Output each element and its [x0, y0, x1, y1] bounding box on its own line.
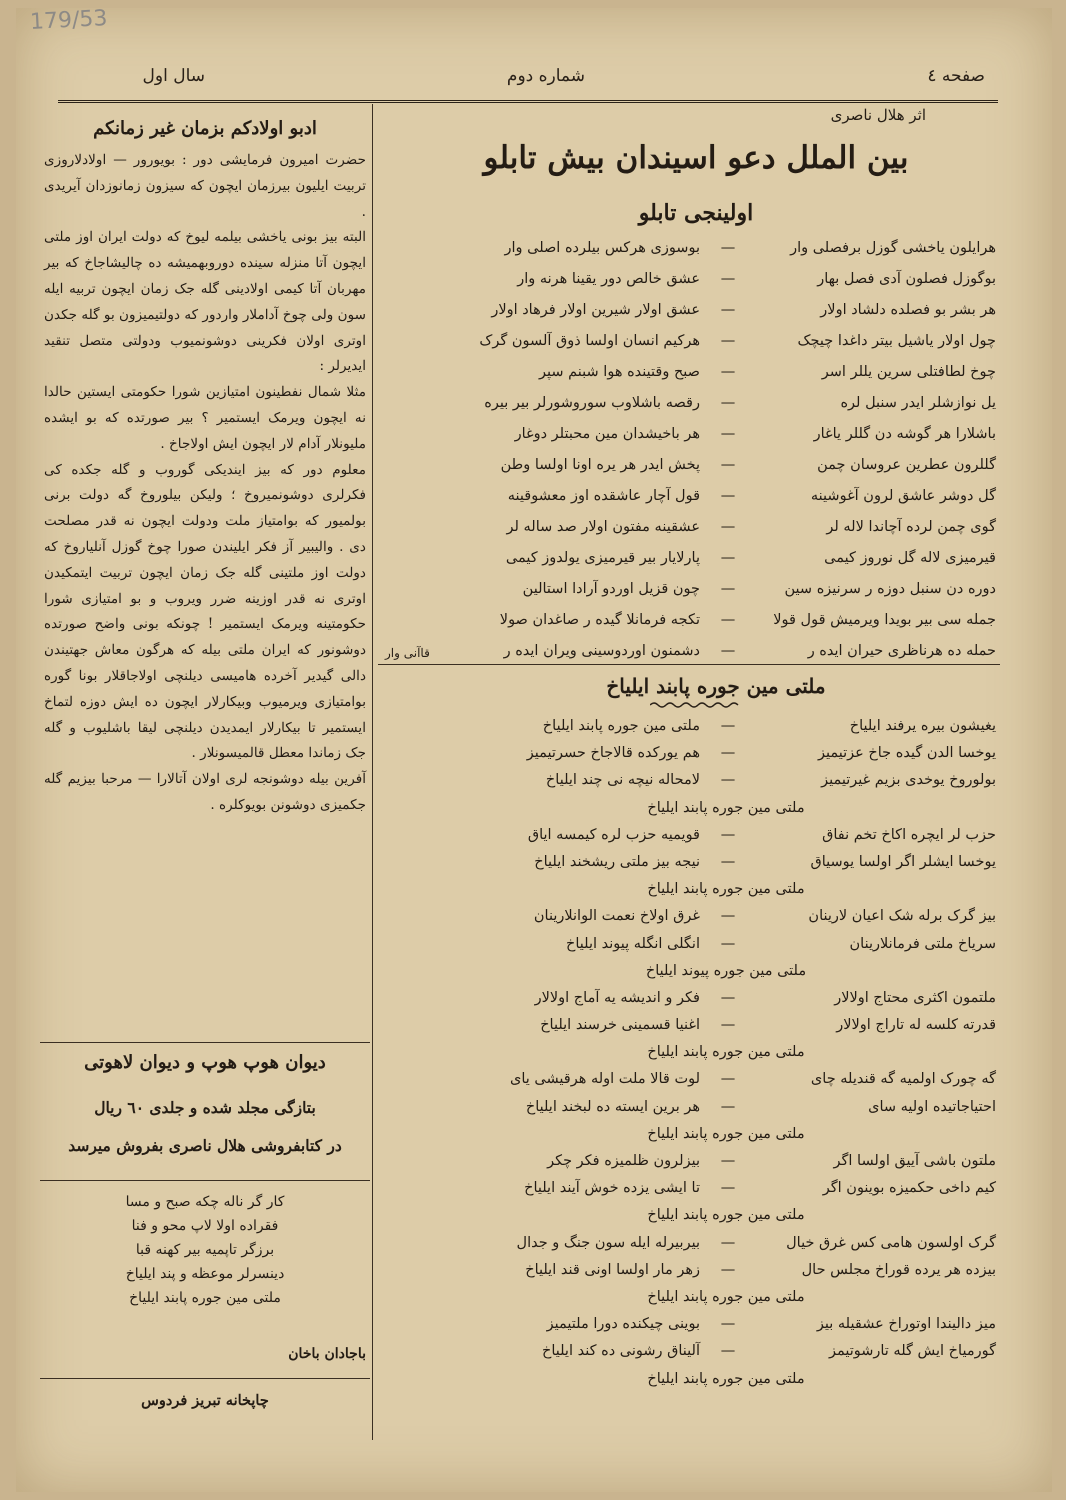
section-rule — [40, 1378, 370, 1379]
printer-credit: چاپخانه تبریز فردوس — [141, 1392, 269, 1409]
poem-line: ملتی مین جوره پابند ایلیاخ — [129, 1290, 281, 1306]
section-rule — [40, 1180, 370, 1181]
verse: احتیاجاتیده اولیه سای — هر برین ایسته ده لبخند ایلیاخ — [525, 1098, 996, 1115]
verse: گوی چمن لرده آچاندا لاله لر — عشقینه مفتون اولار صد ساله لر — [506, 519, 996, 535]
verse: یوخسا ایشلر اگر اولسا یوسیاق — نیجه بیز ملتی ریشخند ایلیاخ — [534, 853, 996, 870]
refrain: ملتی مین جوره پابند ایلیاخ — [647, 1125, 805, 1142]
poem-line: برزگر تاپمیه بیر کهنه قبا — [135, 1242, 275, 1258]
short-poem — [44, 1190, 366, 1310]
pencil-archive-note: 179/53 — [29, 5, 109, 36]
verse: حزب لر ایچره اکاخ تخم نفاق — قویمیه حزب لره کیمسه ایاق — [527, 826, 996, 843]
verse: قیرمیزی لاله گل نوروز کیمی — پارلایار بیر قیرمیزی یولدوز کیمی — [505, 550, 996, 566]
verse: باشلارا هر گوشه دن گللر یاغار — هر باخیشدان مین محبتلر دوغار — [514, 426, 996, 442]
verse: ملتمون اکثری محتاج اولالار — فکر و اندیشه یه آماج اولالار — [534, 989, 996, 1006]
verse: گرک اولسون هامی کس غرق خیال — بیربیرله ایله سون جنگ و جدال — [516, 1234, 996, 1251]
refrain: ملتی مین جوره پابند ایلیاخ — [647, 881, 805, 898]
verse: هرایلون یاخشی گوزل برفصلی وار — بوسوزی هرکس بیلرده اصلی وار — [504, 240, 996, 256]
verse: گل دوشر عاشق لرون آغوشینه — قول آچار عاشقده اوز معشوقینه — [507, 488, 996, 504]
refrain: ملتی مین جوره پابند ایلیاخ — [647, 1370, 805, 1387]
paragraph: معلوم دور که بیز ایندیکی گوروب و گله جکده کی فکرلری دوشونمیروخ ؛ ولیکن بیلوروخ گه دولت برنی بولمیور که بوامتیاز ملت ودولت ایچون نه قدر مصلحت دی . والیبیر آز فکر ایلیندن صورا چوخ گوزل آنلیاروخ که دولت اوز ملتینی گله جک زمان ایچون تربیت ایتمکیدن اوتری نه قدر اوزینه ضرر ویروب و بو امتیازی شورا حکومتینه ویرمک ایستمیر ! چونکه بونی واضح صورتده دوشونور که ایران ملتی بیله که هرگون معاش جهتیندن دالی گیدیر آخرده هامیسی دیلنچی اولاجاقلار بونا گوره بوامتیازی ویرمیوب وبیکارلار ایچون ده ایش دوزه لتماخ ایستمیر تا بیکارلار ایمدیدن دیلنچی لیقا باشلیوب و گله جک زماندا معطل قالمیسونلار . — [44, 461, 366, 762]
section-rule — [40, 1042, 370, 1043]
verse: گللرون عطرین عروسان چمن — پخش ایدر هر یره اونا اولسا وطن — [500, 457, 996, 473]
poem-signoff: قاآنی وار — [385, 646, 430, 660]
verse: حمله ده هرناظری حیران ایده ر — دشمنون اوردوسینی ویران ایده ر — [503, 643, 996, 659]
poem-one — [396, 240, 996, 674]
verse: کیم داخی حکمیزه بوینون اگر — تا ایشی یزده خوش آیند ایلیاخ — [524, 1180, 996, 1197]
advert-title: دیوان هوپ هوپ و دیوان لاهوتی — [84, 1052, 326, 1073]
verse: بیزده هر یرده قوراخ مجلس حال — زهر مار اولسا اونی قند ایلیاخ — [525, 1261, 996, 1278]
poem-line: کار گر ناله چکه صبح و مسا — [125, 1194, 285, 1210]
verse: بوگوزل فصلون آدی فصل بهار — عشق خالص دور یقینا هرنه وار — [517, 271, 996, 287]
paragraph: حضرت امیرون فرمایشی دور : بویورور — اولادلاروزی تربیت ایلیون بیرزمان ایچون که سیزون زمانوزدان آیریدی . — [44, 152, 366, 220]
poem-line: فقراده اولا لاپ محو و فنا — [131, 1218, 279, 1234]
verse: چوخ لطافتلی سرین یللر اسر — صبح وقتینده هوا شبنم سپر — [539, 364, 996, 380]
column-divider — [372, 104, 373, 1440]
advert-line: بتازگی مجلد شده و جلدی ٦٠ ریال — [94, 1098, 316, 1117]
verse: ملتون باشی آییق اولسا اگر — بیزلرون ظلمیزه فکر چکر — [547, 1153, 996, 1169]
article-title: بین الملل دعو اسیندان بیش تابلو — [483, 140, 909, 176]
verse: سریاخ ملتی فرمانلارینان — انگلی انگله پیوند ایلیاخ — [566, 935, 996, 952]
verse: گورمیاخ ایش گله تارشوتیمز — آلیناق رشونی ده کند ایلیاخ — [541, 1343, 996, 1360]
verse: قدرته کلسه له تاراج اولالار — اغنیا قسمینی خرسند ایلیاخ — [540, 1017, 996, 1034]
refrain: ملتی مین جوره پابند ایلیاخ — [647, 1207, 805, 1224]
verse: بولوروخ یوخدی بزیم غیرتیمیز — لامحاله نیچه نی چند ایلیاخ — [545, 772, 996, 789]
verse: چول اولار یاشیل بیتر داغدا چیچک — هرکیم انسان اولسا ذوق آلسون گرک — [479, 333, 996, 349]
verse: گه چورک اولمیه گه قندیله چای — لوت قالا ملت اوله هرقیشی یای — [509, 1071, 996, 1088]
poem-line: دینسرلر موعظه و پند ایلیاخ — [125, 1266, 285, 1282]
refrain: ملتی مین جوره پابند ایلیاخ — [647, 799, 805, 816]
paragraph: آفرین بیله دوشونجه لری اولان آتالارا — مرحبا بیزیم گله جکمیزی دوشونن بویوکلره . — [44, 771, 366, 813]
page-number: صفحه ٤ — [927, 66, 985, 86]
verse: میز دالیندا اوتوراخ عشقیله بیز — بوینی چیکنده دورا ملتیمیز — [546, 1316, 996, 1333]
issue-number: شماره دوم — [506, 66, 585, 86]
verse: یغیشون بیره یرفند ایلیاخ — ملتی مین جوره پابند ایلیاخ — [542, 718, 996, 734]
poem-two — [396, 718, 996, 1398]
poem-two-title: ملتی مین جوره پابند ایلیاخ — [606, 674, 826, 698]
verse: یوخسا الدن گیده جاخ عزتیمیز — هم یورکده قالاجاخ حسرتیمیز — [526, 745, 996, 762]
refrain: ملتی مین جوره پیوند ایلیاخ — [645, 962, 807, 979]
signature: باجادان باخان — [288, 1346, 366, 1362]
article-subtitle: اولینجی تابلو — [638, 200, 754, 226]
author-line: اثر هلال ناصری — [830, 106, 926, 124]
refrain: ملتی مین جوره پابند ایلیاخ — [647, 1288, 805, 1305]
verse: هر بشر بو فصلده دلشاد اولار — عشق اولار شیرین اولار فرهاد اولار — [491, 302, 996, 318]
wavy-ornament — [650, 701, 740, 709]
section-rule — [378, 664, 1000, 665]
editorial-body — [44, 148, 366, 819]
verse: یل نوازشلر ایدر سنبل لره — رقصه باشلاوب سوروشورلر بیر بیره — [484, 395, 996, 411]
paragraph: مثلا شمال نفطینون امتیازین شورا حکومتی ایستین حالدا نه ایچون ویرمک ایستمیر ؟ بیر صورتده که بو ایشده ملیونلار آدام لار ایچون ایش اولاجاخ . — [44, 384, 366, 452]
advert-line: در کتابفروشی هلال ناصری بفروش میرسد — [68, 1136, 342, 1155]
editorial-title: ادبو اولادکم بزمان غیر زمانکم — [93, 118, 317, 139]
verse: بیز گرک برله شک اعیان لارینان — غرق اولاخ نعمت الوانلارینان — [533, 908, 996, 925]
header-rule — [58, 100, 998, 103]
verse: جمله سی بیر بویدا ویرمیش قول قولا — تکجه فرمانلا گیده ر صاغدان صولا — [499, 612, 996, 628]
refrain: ملتی مین جوره پابند ایلیاخ — [647, 1044, 805, 1061]
paragraph: البته بیز بونی یاخشی بیلمه لیوخ که دولت ایران اوز ملتی ایچون آتا منزله سینده دوروبهمیشه ده چالیشاجاخ که بیر مهربان آتا کیمی اولادینی گله جک زمان ایچون تربیه ایله سون ولی چوخ آداملار واردور که دولتیمیزون بو گله جکدن اوتری اولان فکرینی دوشونمیوب ودولتی متصل تنقید ایدیرلر : — [43, 229, 366, 375]
page-header — [60, 66, 995, 100]
publication-year: سال اول — [142, 66, 205, 86]
verse: دوره دن سنبل دوزه ر سرنیزه سین — چون قزیل اوردو آرادا استالین — [522, 581, 996, 597]
